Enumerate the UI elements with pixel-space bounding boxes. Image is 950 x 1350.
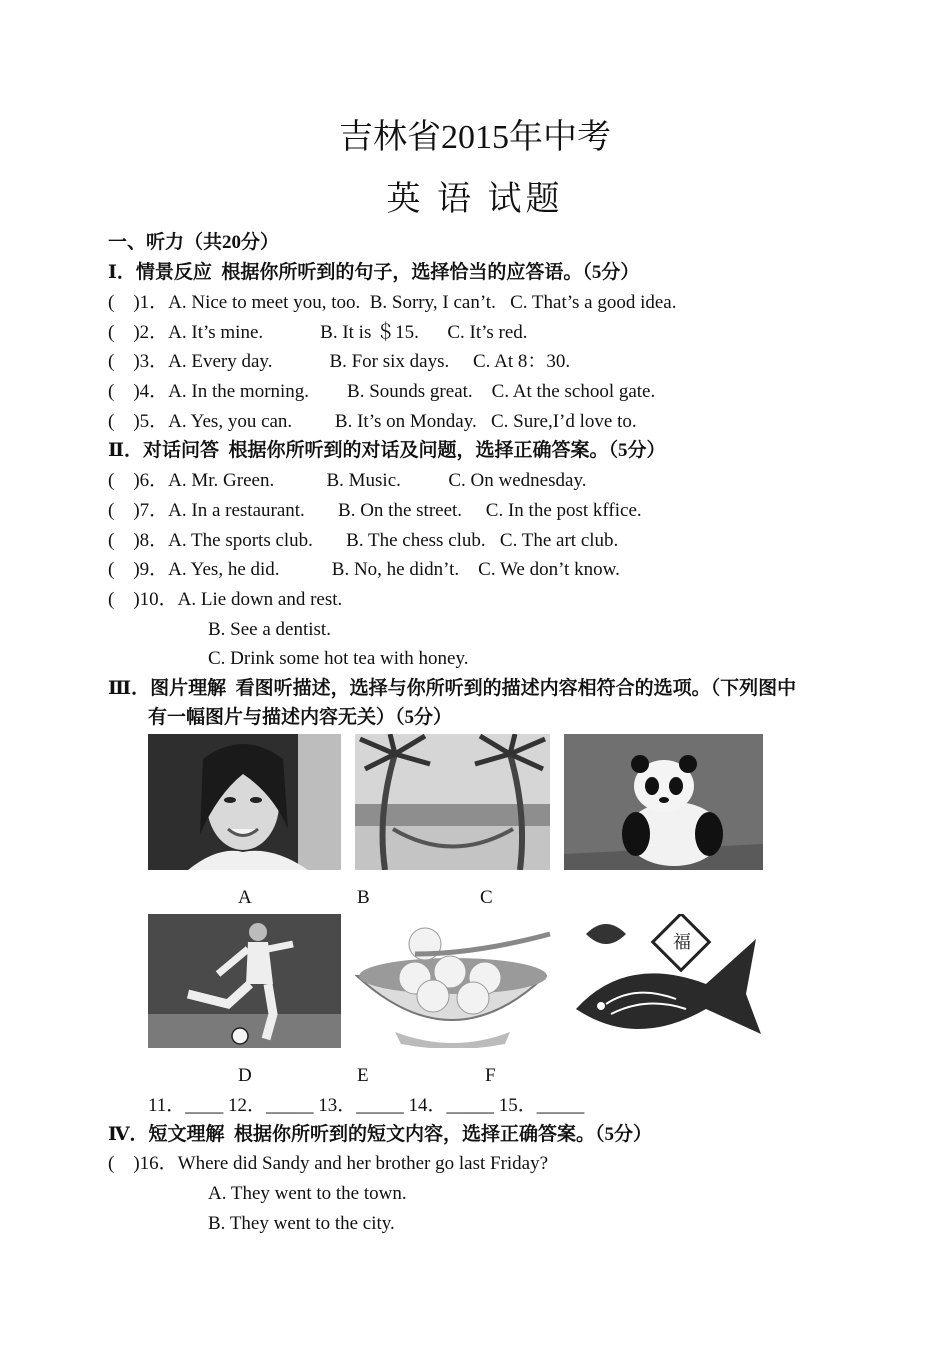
question-16-option-b: B. They went to the city.: [208, 1213, 395, 1234]
question-8: ( )8．A. The sports club. B. The chess club. C. The art club.: [108, 530, 619, 551]
part3-heading: Ⅲ．图片理解 看图听描述，选择与你所听到的描述内容相符合的选项。（下列图中: [108, 678, 797, 699]
question-2: ( )2．A. It’s mine. B. It is ＄15. C. It’s red.: [108, 322, 528, 343]
question-1: ( )1．A. Nice to meet you, too. B. Sorry, I can’t. C. That’s a good idea.: [108, 292, 677, 313]
part2-heading: Ⅱ．对话问答 根据你所听到的对话及问题，选择正确答案。（5分）: [108, 440, 666, 461]
picture-label-e: E: [357, 1065, 369, 1086]
picture-label-b: B: [357, 887, 370, 908]
picture-label-c: C: [480, 887, 493, 908]
page-subtitle: 英 语 试题: [386, 181, 564, 218]
picture-label-a: A: [238, 887, 252, 908]
question-16-option-a: A. They went to the town.: [208, 1183, 407, 1204]
part4-heading: Ⅳ．短文理解 根据你所听到的短文内容，选择正确答案。（5分）: [108, 1124, 653, 1145]
question-9: ( )9．A. Yes, he did. B. No, he didn’t. C. We don’t know.: [108, 559, 620, 580]
section-listening-heading: 一、听力（共20分）: [108, 232, 280, 253]
fu-character: 福: [673, 932, 691, 953]
question-4: ( )4．A. In the morning. B. Sounds great. C. At the school gate.: [108, 381, 656, 402]
part3-heading-continued: 有一幅图片与描述内容无关）（5分）: [148, 707, 453, 728]
picture-b-beach: [355, 734, 550, 870]
answer-blanks-11-15: 11．____ 12．_____ 13．_____ 14．_____ 15．_____: [148, 1095, 585, 1116]
question-6: ( )6．A. Mr. Green. B. Music. C. On wednesday.: [108, 470, 587, 491]
question-5: ( )5．A. Yes, you can. B. It’s on Monday. C. Sure,I’d love to.: [108, 411, 637, 432]
picture-d-football: [148, 914, 341, 1048]
question-10-option-b: B. See a dentist.: [208, 619, 331, 640]
question-3: ( )3．A. Every day. B. For six days. C. At 8：30.: [108, 351, 571, 372]
question-10-option-c: C. Drink some hot tea with honey.: [208, 648, 469, 669]
question-10: ( )10．A. Lie down and rest.: [108, 589, 343, 610]
picture-e-tangyuan: [355, 914, 552, 1048]
question-16: ( )16．Where did Sandy and her brother go last Friday?: [108, 1153, 549, 1174]
picture-c-panda: [564, 734, 763, 870]
page-title: 吉林省2015年中考: [339, 119, 611, 156]
picture-a-portrait: [148, 734, 341, 870]
part1-heading: Ⅰ．情景反应 根据你所听到的句子，选择恰当的应答语。（5分）: [108, 262, 640, 283]
picture-label-f: F: [485, 1065, 496, 1086]
picture-f-papercut-fish: [566, 914, 765, 1048]
question-7: ( )7．A. In a restaurant. B. On the street. C. In the post kffice.: [108, 500, 642, 521]
picture-label-d: D: [238, 1065, 252, 1086]
